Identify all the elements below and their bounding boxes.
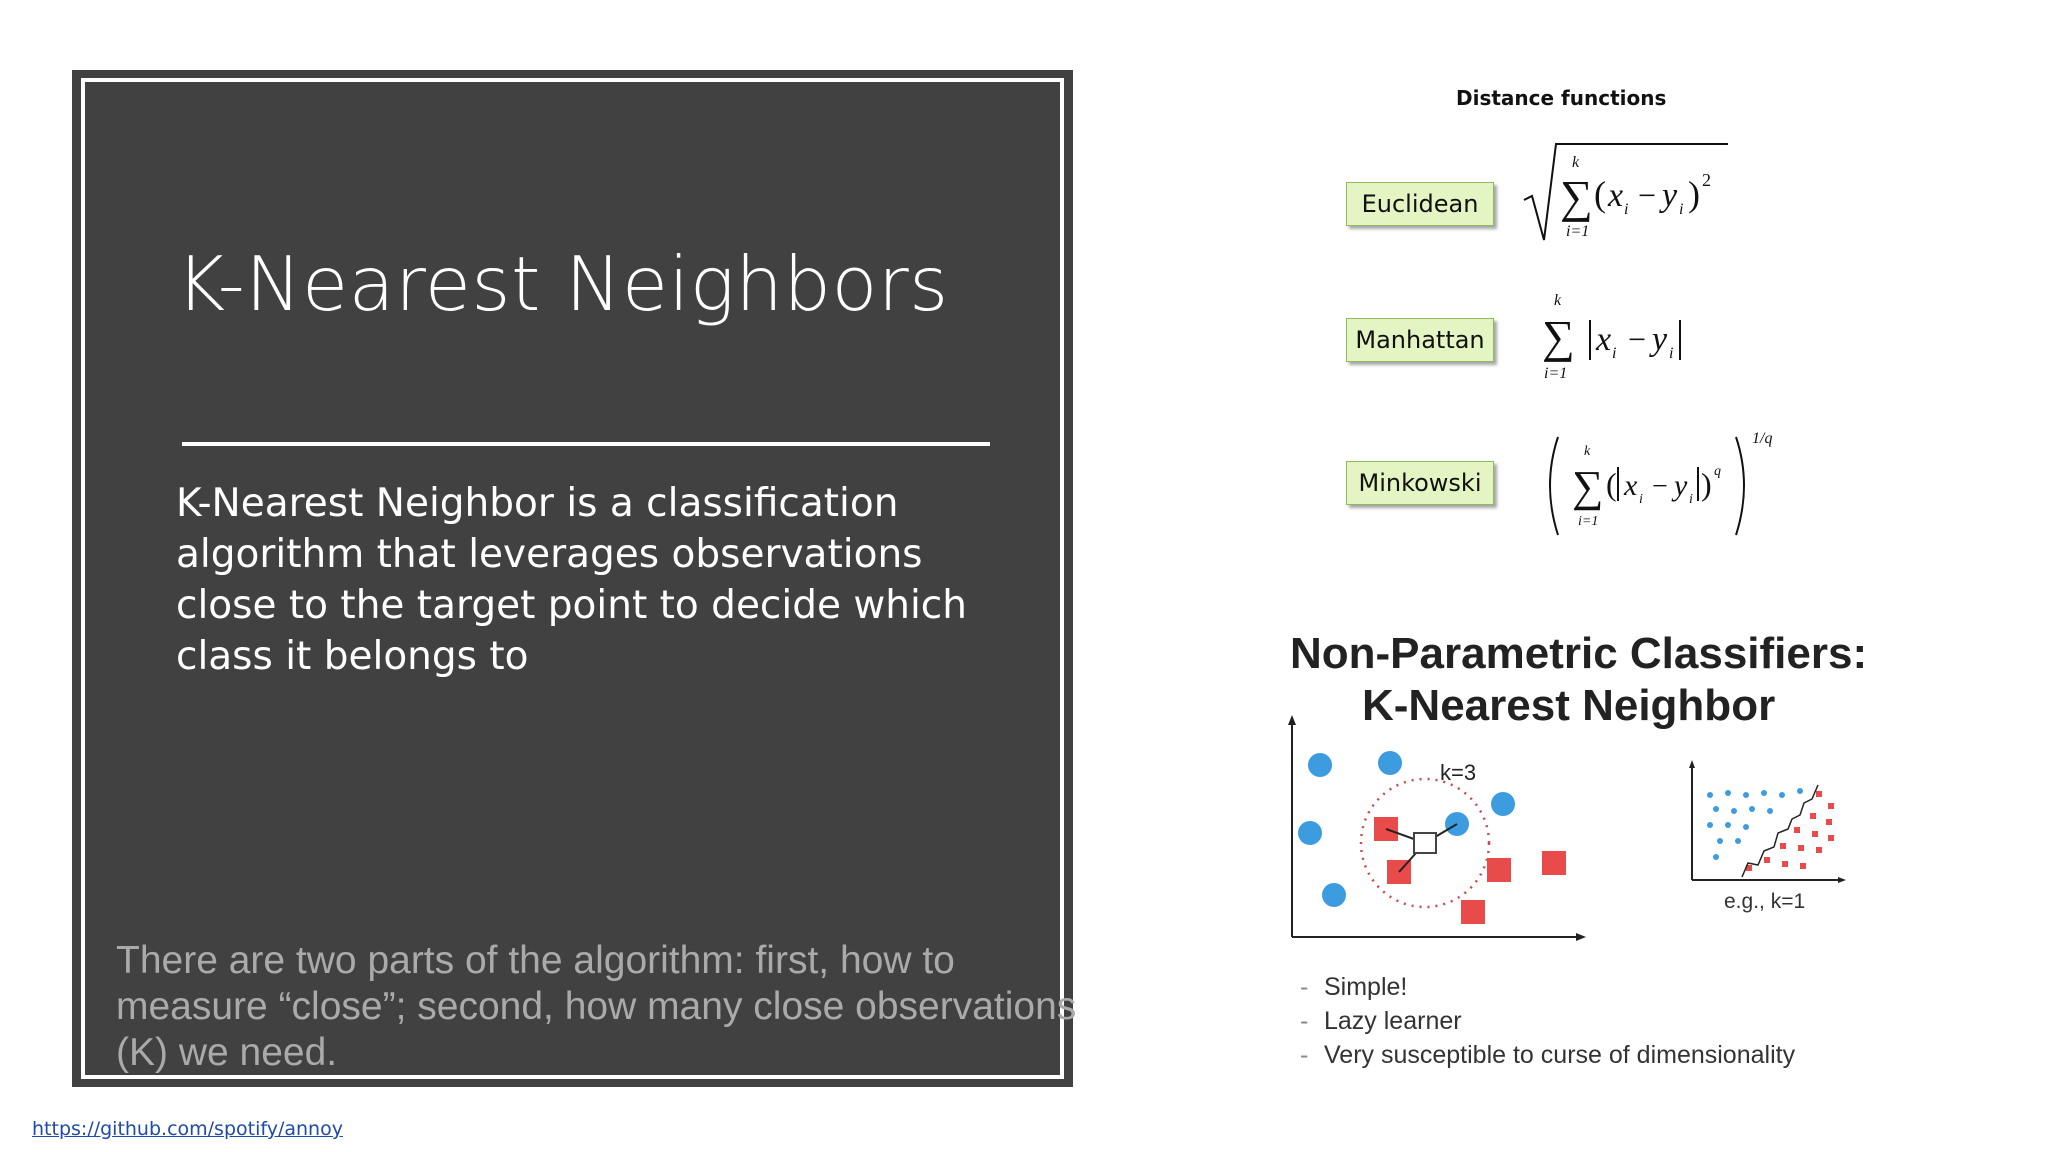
svg-text:i=1: i=1 <box>1578 514 1599 529</box>
svg-text:): ) <box>1688 174 1700 214</box>
class-a-point <box>1298 821 1322 845</box>
svg-text:∑: ∑ <box>1572 462 1604 511</box>
knn-diagram <box>1280 715 1880 955</box>
list-item: - Lazy learner <box>1300 1007 1462 1035</box>
knn1-decision-boundary <box>1742 785 1818 877</box>
knn1-example-label: e.g., k=1 <box>1724 890 1806 913</box>
svg-text:i: i <box>1669 345 1674 362</box>
slide-footnote: There are two parts of the algorithm: first, how to measure “close”; second, how many close observations (K) we need. <box>116 939 1077 1074</box>
svg-text:x: x <box>1624 469 1638 502</box>
manhattan-formula <box>1538 290 1718 395</box>
svg-text:k: k <box>1584 444 1591 459</box>
svg-text:i: i <box>1639 492 1643 507</box>
svg-text:−: − <box>1652 471 1668 502</box>
knn-title-line-1: Non-Parametric Classifiers: <box>1290 629 1868 678</box>
svg-text:i=1: i=1 <box>1544 365 1568 382</box>
svg-text:x: x <box>1596 321 1612 358</box>
manhattan-label: Manhattan <box>1346 318 1494 362</box>
knn-query-point <box>1414 833 1436 853</box>
svg-text:i: i <box>1612 345 1617 362</box>
knn-title-line-2: K-Nearest Neighbor <box>1362 681 1776 730</box>
minkowski-formula <box>1540 425 1800 550</box>
title-divider <box>182 442 990 446</box>
euclidean-formula <box>1522 140 1732 255</box>
list-item: - Simple! <box>1300 973 1408 1001</box>
slide-body-text: K-Nearest Neighbor is a classification algorithm that leverages observations close to the target point to decide which class it belongs to <box>176 481 967 679</box>
svg-text:i=1: i=1 <box>1566 223 1590 240</box>
class-b-point <box>1542 851 1566 875</box>
distance-functions-heading: Distance functions <box>1456 86 1667 110</box>
svg-text:y: y <box>1674 469 1688 502</box>
class-b-point <box>1461 900 1485 924</box>
svg-text:∑: ∑ <box>1560 171 1593 222</box>
svg-text:i: i <box>1679 201 1684 218</box>
svg-text:q: q <box>1714 464 1721 479</box>
knn1-blue-dots <box>1707 788 1803 860</box>
class-a-point <box>1322 883 1346 907</box>
svg-text:y: y <box>1652 321 1668 358</box>
svg-text:y: y <box>1662 177 1678 214</box>
svg-text:−: − <box>1638 177 1657 213</box>
svg-text:∑: ∑ <box>1542 311 1575 362</box>
svg-text:(: ( <box>1606 466 1617 502</box>
knn-properties-list <box>1300 970 1795 1072</box>
svg-text:−: − <box>1628 321 1647 357</box>
class-a-point <box>1491 792 1515 816</box>
knn-k-label: k=3 <box>1440 760 1477 785</box>
class-a-point <box>1308 753 1332 777</box>
svg-text:k: k <box>1554 292 1562 309</box>
svg-text:i: i <box>1689 492 1693 507</box>
svg-text:2: 2 <box>1702 170 1711 190</box>
knn1-red-squares <box>1746 791 1834 871</box>
source-link[interactable]: https://github.com/spotify/annoy <box>32 1118 343 1140</box>
svg-text:k: k <box>1572 154 1580 171</box>
euclidean-label: Euclidean <box>1346 182 1494 226</box>
class-a-point <box>1378 751 1402 775</box>
svg-text:i: i <box>1624 201 1629 218</box>
svg-text:(: ( <box>1594 174 1606 214</box>
svg-text:): ) <box>1701 466 1712 502</box>
list-item: - Very susceptible to curse of dimensionality <box>1300 1041 1796 1069</box>
class-b-point <box>1487 858 1511 882</box>
slide-title: K-Nearest Neighbors <box>176 240 949 328</box>
svg-text:x: x <box>1608 177 1624 214</box>
svg-text:1/q: 1/q <box>1752 430 1773 447</box>
minkowski-label: Minkowski <box>1346 461 1494 505</box>
